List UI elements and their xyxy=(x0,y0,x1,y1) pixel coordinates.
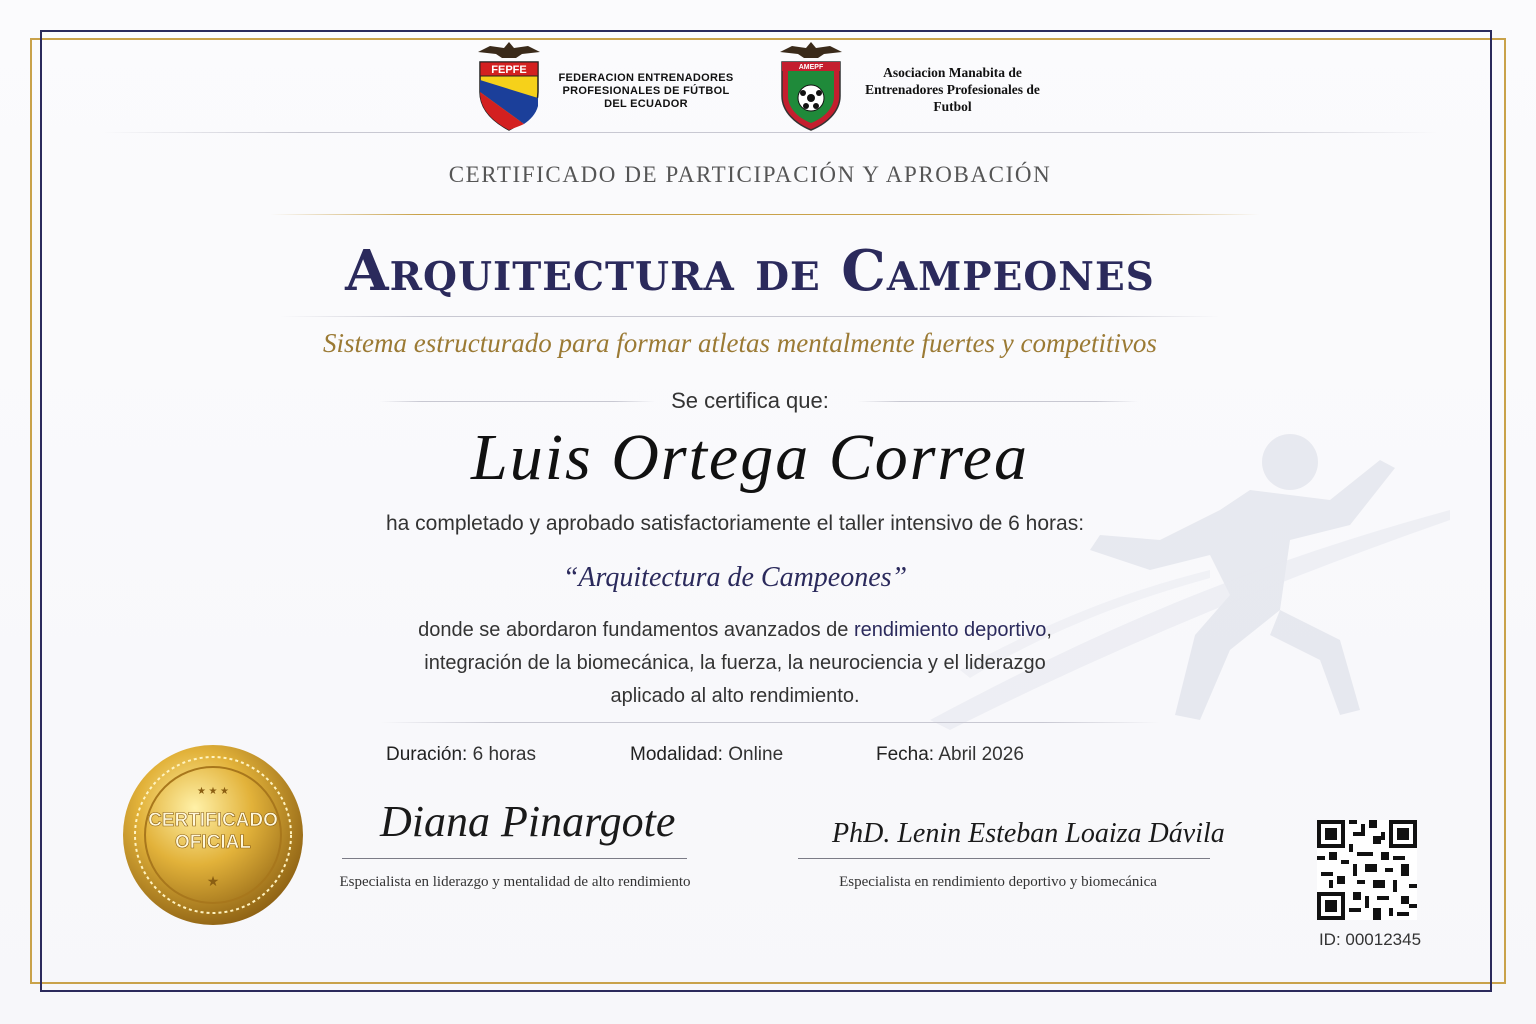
signature-title-2: Especialista en rendimiento deportivo y biomecánica xyxy=(839,874,1157,890)
certify-text: Se certifica que: xyxy=(671,388,829,413)
fepfe-logo-icon xyxy=(470,40,548,132)
svg-text:OFICIAL: OFICIAL xyxy=(175,832,251,853)
description-line-2: integración de la biomecánica, la fuerza, la neurociencia y el liderazgo xyxy=(424,652,1046,674)
signature-title-1: Especialista en liderazgo y mentalidad de alto rendimiento xyxy=(339,874,691,890)
amepf-logo-icon xyxy=(776,40,846,132)
mode-info: Modalidad: Online xyxy=(630,744,784,765)
svg-text:CERTIFICADO: CERTIFICADO xyxy=(148,810,278,831)
signature-line-2 xyxy=(798,858,1210,859)
course-name: “Arquitectura de Campeones” xyxy=(562,562,908,593)
course-description xyxy=(330,614,1140,713)
recipient-name: Luis Ortega Correa xyxy=(471,421,1029,494)
details-divider xyxy=(380,722,1160,723)
certificate-title: Arquitectura de Campeones xyxy=(345,238,1155,304)
signature-line-1 xyxy=(342,858,687,859)
official-seal-icon xyxy=(118,740,308,930)
svg-text:★ ★ ★: ★ ★ ★ xyxy=(197,786,229,797)
header-divider xyxy=(100,132,1440,133)
description-line-3: aplicado al alto rendimiento. xyxy=(610,685,860,707)
date-info: Fecha: Abril 2026 xyxy=(876,744,1024,765)
signature-diana: Diana Pinargote xyxy=(380,797,676,846)
title-divider xyxy=(280,316,1220,317)
fepfe-name: FEDERACION ENTRENADORES PROFESIONALES DE FÚTBOL DEL ECUADOR xyxy=(558,72,734,110)
certify-right-line xyxy=(858,401,1138,402)
qr-code-icon xyxy=(1314,820,1420,920)
certificate-id: ID: 00012345 xyxy=(1318,930,1422,949)
svg-text:FEPFE: FEPFE xyxy=(491,64,527,76)
completed-text: ha completado y aprobado satisfactoriamente el taller intensivo de 6 horas: xyxy=(385,512,1085,535)
description-line-1: donde se abordaron fundamentos avanzados de rendimiento deportivo, xyxy=(418,619,1052,641)
highlight-text: rendimiento deportivo xyxy=(853,619,1047,641)
amepf-name: Asociacion Manabita de Entrenadores Profesionales de Futbol xyxy=(865,65,1040,114)
certificate-subtitle: CERTIFICADO DE PARTICIPACIÓN Y APROBACIÓN xyxy=(448,162,1052,187)
gold-divider xyxy=(270,214,1260,215)
svg-text:★: ★ xyxy=(206,875,220,890)
tagline: Sistema estructurado para formar atletas mentalmente fuertes y competitivos xyxy=(323,328,1157,358)
duration-info: Duración: 6 horas xyxy=(386,744,536,765)
svg-text:AMEPF: AMEPF xyxy=(798,64,824,71)
signature-lenin: PhD. Lenin Esteban Loaiza Dávila xyxy=(832,818,1225,849)
